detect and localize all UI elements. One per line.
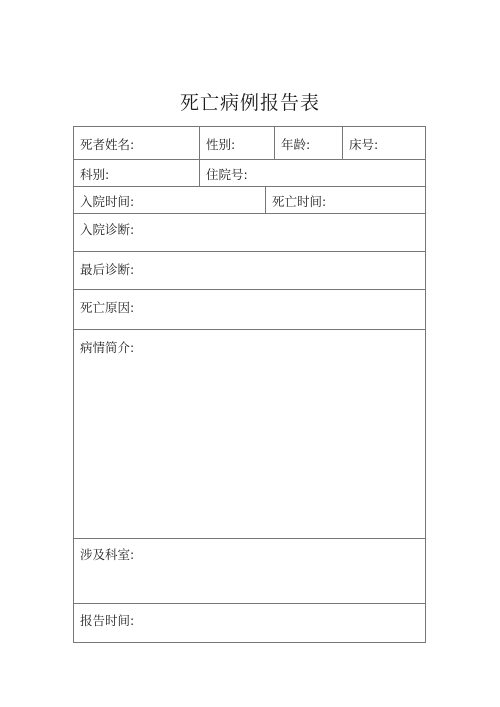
- row-case-summary[interactable]: [74, 330, 425, 539]
- departments-involved-label: 涉及科室:: [80, 547, 135, 562]
- gender-label: 性别:: [206, 137, 236, 152]
- admission-time-cell[interactable]: [74, 187, 266, 213]
- age-label: 年龄:: [281, 137, 311, 152]
- death-time-cell[interactable]: [266, 187, 427, 213]
- row-times: [74, 187, 425, 214]
- form-title: 死亡病例报告表: [179, 92, 320, 114]
- age-cell[interactable]: [275, 127, 343, 159]
- row-departments-involved[interactable]: [74, 539, 425, 604]
- name-label: 死者姓名:: [80, 137, 135, 152]
- admission-time-label: 入院时间:: [80, 194, 135, 209]
- name-cell[interactable]: [74, 127, 200, 159]
- gender-cell[interactable]: [200, 127, 275, 159]
- admission-diagnosis-label: 入院诊断:: [80, 222, 135, 237]
- row-basic-info: [74, 127, 425, 160]
- row-death-cause[interactable]: [74, 290, 425, 330]
- department-cell[interactable]: [74, 160, 200, 186]
- death-report-form: [73, 126, 426, 643]
- death-cause-label: 死亡原因:: [80, 300, 135, 315]
- row-report-time[interactable]: [74, 604, 425, 642]
- case-summary-label: 病情简介:: [80, 340, 135, 355]
- final-diagnosis-label: 最后诊断:: [80, 262, 135, 277]
- row-department: [74, 160, 425, 187]
- admission-no-label: 住院号:: [206, 167, 248, 182]
- death-time-label: 死亡时间:: [272, 194, 327, 209]
- bed-label: 床号:: [349, 137, 379, 152]
- row-final-diagnosis[interactable]: [74, 252, 425, 290]
- bed-cell[interactable]: [343, 127, 427, 159]
- admission-no-cell[interactable]: [200, 160, 427, 186]
- row-admission-diagnosis[interactable]: [74, 214, 425, 252]
- report-time-label: 报告时间:: [80, 613, 135, 628]
- department-label: 科别:: [80, 167, 110, 182]
